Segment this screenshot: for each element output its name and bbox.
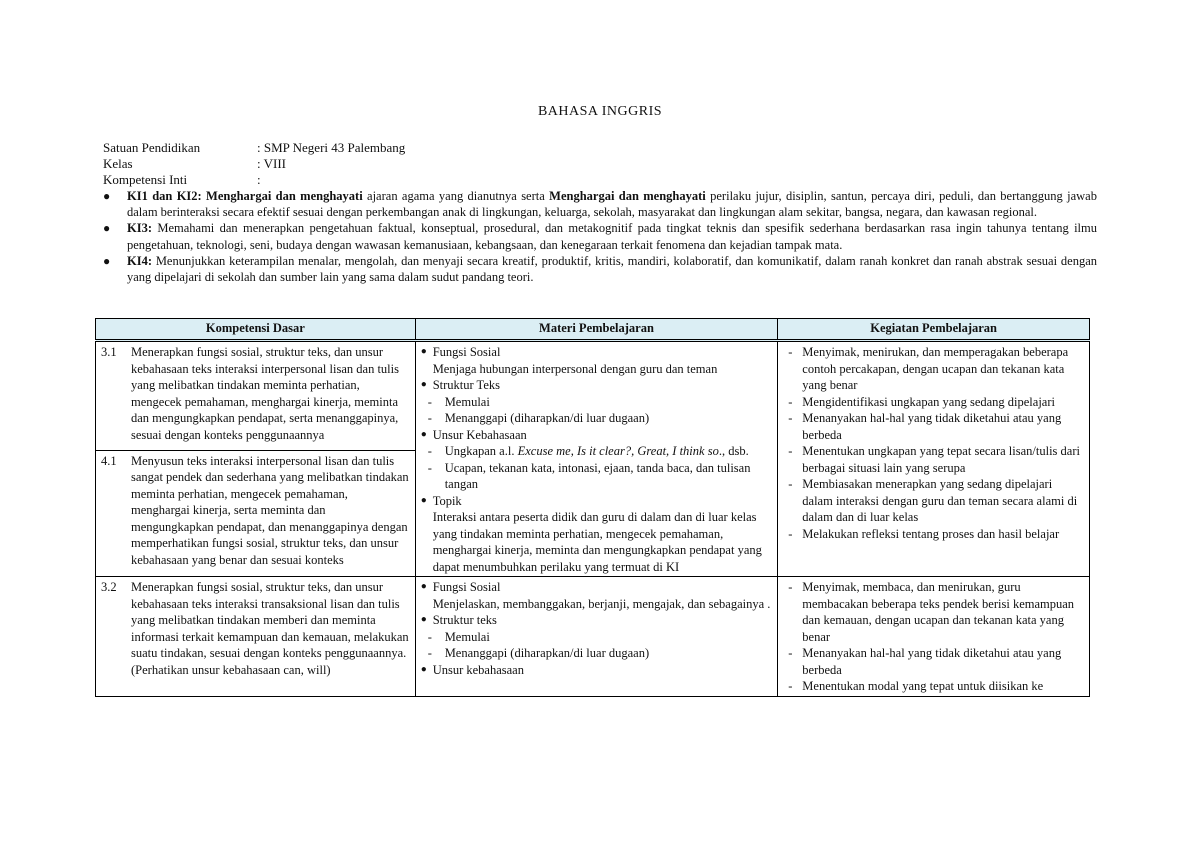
bullet-icon: ● bbox=[420, 346, 427, 357]
meta-ki bbox=[103, 172, 261, 188]
table-row bbox=[96, 341, 1090, 451]
dash-icon: - bbox=[788, 679, 793, 693]
materi-heading: Fungsi Sosial bbox=[432, 345, 501, 359]
meta-kelas bbox=[103, 156, 286, 172]
dash-icon: - bbox=[427, 629, 432, 644]
kd-number: 3.1 bbox=[101, 345, 117, 359]
kegiatan-cell bbox=[778, 341, 1090, 577]
materi-subitem: Memulai bbox=[444, 629, 490, 644]
ki-item bbox=[103, 188, 1097, 220]
dash-icon: - bbox=[427, 411, 432, 425]
kd-text: Menerapkan fungsi sosial, struktur teks, dan unsur kebahasaan teks interaksi interpersonal lisan dan tulis yang melibatkan tindakan meminta perhatian, mengecek pemahaman, menghargai kinerja, meminta dan mengungkapkan pendapat, serta menanggapinya, sesuai dengan konteks penggunaannya bbox=[131, 345, 399, 442]
bullet-icon: ● bbox=[420, 614, 427, 625]
ki-heading: KI1 dan KI2: Menghargai dan menghayati bbox=[127, 189, 363, 203]
kd-cell bbox=[96, 341, 416, 451]
materi-text: Menjelaskan, membanggakan, berjanji, mengajak, dan sebagainya . bbox=[432, 596, 771, 611]
bullet-icon: ● bbox=[103, 189, 111, 203]
dash-icon: - bbox=[788, 526, 793, 541]
dash-icon: - bbox=[427, 394, 432, 409]
kd-text: Menerapkan fungsi sosial, struktur teks, dan unsur kebahasaan teks interaksi transaksional lisan dan tulis yang melibatkan tindakan memberi dan meminta informasi terkait kemampuan dan kemauan, melakukan suatu tindakan, sesuai dengan konteks penggunaannya. (Perhatikan unsur kebahasaan can, will) bbox=[131, 580, 409, 677]
bullet-icon: ● bbox=[420, 663, 427, 675]
materi-text: Menjaga hubungan interpersonal dengan guru dan teman bbox=[432, 361, 718, 376]
dash-icon: - bbox=[788, 444, 793, 458]
materi-heading: Unsur kebahasaan bbox=[432, 662, 524, 677]
materi-example: Excuse me, Is it clear?, Great, I think so bbox=[517, 444, 719, 458]
curriculum-table bbox=[95, 318, 1090, 697]
meta-satuan bbox=[103, 140, 405, 156]
bullet-icon: ● bbox=[103, 253, 111, 268]
materi-heading: Struktur Teks bbox=[432, 378, 500, 392]
kegiatan-item: Mengidentifikasi ungkapan yang sedang dipelajari bbox=[802, 394, 1055, 409]
dash-icon: - bbox=[427, 646, 432, 660]
bullet-icon: ● bbox=[420, 379, 427, 390]
header-kegiatan: Kegiatan Pembelajaran bbox=[778, 319, 1090, 341]
materi-subitem: ., dsb. bbox=[718, 444, 749, 458]
materi-text: Interaksi antara peserta didik dan guru di dalam dan di luar kelas yang tindakan meminta perhatian, mengecek pemahaman, menghargai kinerja, meminta dan mengungkapkan pendapat yang dapat menumbuhkan perilaku yang termuat di KI bbox=[432, 510, 762, 574]
bullet-icon: ● bbox=[420, 494, 427, 506]
dash-icon: - bbox=[788, 345, 793, 359]
kegiatan-item: Menyimak, membaca, dan menirukan, guru membacakan beberapa teks pendek berisi kemampuan dan kemauan, dengan ucapan dan tekanan kata yang benar bbox=[802, 580, 1075, 644]
ki-item bbox=[103, 220, 1097, 252]
kd-cell bbox=[96, 577, 416, 697]
materi-heading: Fungsi Sosial bbox=[432, 580, 501, 594]
bullet-icon: ● bbox=[420, 581, 427, 592]
materi-subitem: Menanggapi (diharapkan/di luar dugaan) bbox=[444, 646, 650, 660]
kegiatan-item: Menyimak, menirukan, dan memperagakan beberapa contoh percakapan, dengan ucapan dan tekanan kata yang benar bbox=[802, 345, 1069, 392]
materi-subitem: Memulai bbox=[444, 394, 490, 409]
meta-ki-value: : bbox=[257, 172, 261, 187]
meta-satuan-value: : SMP Negeri 43 Palembang bbox=[257, 140, 406, 155]
table-row bbox=[96, 577, 1090, 697]
kegiatan-item: Menanyakan hal-hal yang tidak diketahui atau yang berbeda bbox=[802, 646, 1062, 677]
dash-icon: - bbox=[427, 444, 432, 458]
materi-heading: Struktur teks bbox=[432, 613, 497, 627]
kd-number: 4.1 bbox=[101, 453, 117, 468]
dash-icon: - bbox=[788, 394, 793, 409]
kegiatan-item: Menanyakan hal-hal yang tidak diketahui atau yang berbeda bbox=[802, 411, 1062, 442]
ki-text: Memahami dan menerapkan pengetahuan faktual, konseptual, prosedural, dan metakognitif pada tingkat teknis dan spesifik sederhana berdasarkan rasa ingin tahunya tentang ilmu pengetahuan, teknologi, seni, budaya dengan wawasan kemanusiaan, kebangsaan, dan kenegaraan terkait fenomena dan kejadian tampak mata. bbox=[127, 221, 1097, 252]
ki-item bbox=[103, 253, 1097, 285]
meta-ki-label: Kompetensi Inti bbox=[103, 172, 188, 187]
materi-cell bbox=[415, 341, 778, 577]
meta-satuan-label: Satuan Pendidikan bbox=[103, 140, 201, 155]
materi-subitem: Menanggapi (diharapkan/di luar dugaan) bbox=[444, 411, 650, 425]
materi-subitem: Ungkapan a.l. bbox=[444, 444, 518, 458]
dash-icon: - bbox=[788, 646, 793, 660]
header-kompetensi-dasar: Kompetensi Dasar bbox=[96, 319, 416, 341]
materi-cell bbox=[415, 577, 778, 697]
kd-cell bbox=[96, 450, 416, 576]
kegiatan-item: Membiasakan menerapkan yang sedang dipelajari dalam interaksi dengan guru dan teman secara alami di dalam dan di luar kelas bbox=[802, 477, 1078, 524]
kegiatan-item: Menentukan ungkapan yang tepat secara lisan/tulis dari berbagai situasi lain yang serupa bbox=[802, 444, 1080, 475]
ki-emphasis: Menghargai dan menghayati bbox=[549, 189, 706, 203]
ki-text: ajaran agama yang dianutnya serta bbox=[362, 189, 550, 203]
kegiatan-item: Melakukan refleksi tentang proses dan hasil belajar bbox=[802, 526, 1060, 541]
ki-heading: KI4: bbox=[127, 253, 152, 268]
kegiatan-cell bbox=[778, 577, 1090, 697]
meta-kelas-value: : VIII bbox=[257, 156, 287, 171]
dash-icon: - bbox=[788, 477, 793, 491]
dash-icon: - bbox=[788, 580, 793, 594]
kd-number: 3.2 bbox=[101, 580, 117, 594]
header-materi: Materi Pembelajaran bbox=[415, 319, 778, 341]
page-title: BAHASA INGGRIS bbox=[537, 104, 663, 119]
materi-subitem: Ucapan, tekanan kata, intonasi, ejaan, tanda baca, dan tulisan tangan bbox=[444, 460, 751, 491]
materi-heading: Unsur Kebahasaan bbox=[432, 427, 527, 442]
ki-heading: KI3: bbox=[127, 221, 152, 236]
kd-text: Menyusun teks interaksi interpersonal lisan dan tulis sangat pendek dan sederhana yang melibatkan tindakan meminta perhatian, mengecek pemahaman, menghargai kinerja, serta meminta dan mengungkapkan pendapat, dan menanggapinya dengan memperhatikan fungsi sosial, struktur teks, dan unsur kebahasaan yang benar dan sesuai konteks bbox=[131, 453, 409, 567]
dash-icon: - bbox=[427, 460, 432, 475]
dash-icon: - bbox=[788, 411, 793, 425]
bullet-icon: ● bbox=[103, 221, 111, 236]
meta-kelas-label: Kelas bbox=[103, 156, 133, 171]
ki-list bbox=[103, 188, 1097, 285]
table-header-row bbox=[96, 319, 1090, 341]
ki-text: perilaku jujur, disiplin, santun, percaya diri, peduli, dan bertanggung jawab dalam berinteraksi secara efektif sesuai dengan perkembangan anak di lingkungan, keluarga, sekolah, masyarakat dan lingkungan alam sekitar, bangsa, negara, dan kawasan regional. bbox=[127, 189, 1097, 220]
bullet-icon: ● bbox=[420, 428, 427, 440]
materi-heading: Topik bbox=[432, 493, 462, 508]
kegiatan-item: Menentukan modal yang tepat untuk diisikan ke bbox=[802, 679, 1044, 693]
ki-text: Menunjukkan keterampilan menalar, mengolah, dan menyaji secara kreatif, produktif, kritis, mandiri, kolaboratif, dan komunikatif, dalam ranah konkret dan ranah abstrak sesuai dengan yang dipelajari di sekolah dan sumber lain yang sama dalam sudut pandang teori. bbox=[127, 253, 1097, 285]
